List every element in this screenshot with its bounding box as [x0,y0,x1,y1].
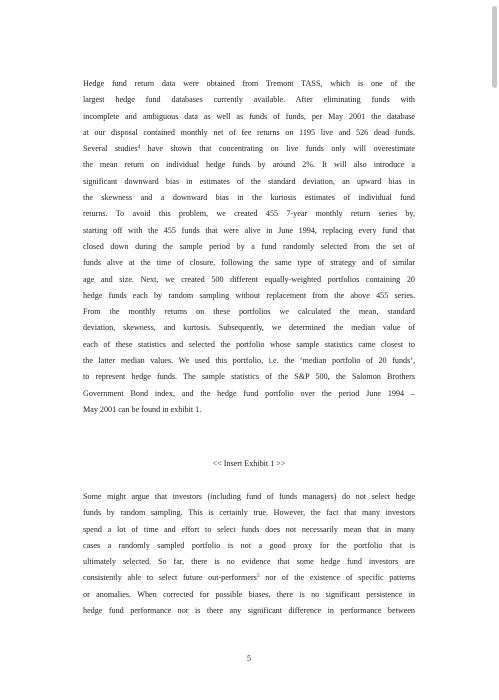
text-line: hedge fund performance nor is there any significant difference in performance between [83,606,415,616]
paragraph-fund-selection [83,489,415,619]
text-segment: Several studies [83,144,138,154]
text-line: largest hedge fund databases currently available. After eliminating funds with [83,95,415,105]
scrollbar-thumb[interactable] [492,6,497,88]
text-line: the mean return on individual hedge funds by around 2%. It will also introduce a [83,160,415,170]
text-segment: consistently able to select future out-performers [83,573,257,583]
text-line: returns. To avoid this problem, we created 455 7-year monthly return series by, [83,209,415,219]
text-line: at our disposal contained monthly net of fee returns on 1195 live and 526 dead funds. [83,127,415,137]
text-line-with-footnote [83,570,415,586]
text-line: significant downward bias in estimates of the standard deviation, an upward bias in [83,176,415,186]
text-line: hedge funds each by random sampling without replacement from the above 455 series. [83,290,415,300]
text-line: May 2001 can be found in exhibit 1. [83,404,202,414]
text-segment: nor of the existence of specific patterns [259,573,415,583]
text-line: spend a lot of time and effort to select funds does not necessarily mean that in many [83,524,415,534]
page-number: 5 [246,654,252,663]
text-line: incomplete and ambiguous data as well as funds of funds, per May 2001 the database [83,111,415,121]
text-line: the skewness and a downward bias in the kurtosis estimates of individual fund [83,193,415,203]
text-line: cases a randomly sampled portfolio is not a good proxy for the portfolio that is [83,540,415,550]
text-line: From the monthly returns on these portfolios we calculated the mean, standard [83,307,415,317]
text-line: funds by random sampling. This is certainly true. However, the fact that many investors [83,508,415,518]
text-line-with-footnote [83,141,415,157]
text-line: or anomalies. When corrected for possible biases, there is no significant persistence in [83,589,415,599]
text-line: deviation, skewness, and kurtosis. Subsequently, we determined the median value of [83,323,415,333]
text-line: closed down during the sample period by a fund randomly selected from the set of [83,241,415,251]
text-line: the latter median values. We used this portfolio, i.e. the ‘median portfolio of 20 funds’, [83,356,415,366]
text-line: each of these statistics and selected the portfolio whose sample statistics came closest to [83,339,415,349]
text-line: starting off with the 455 funds that were alive in June 1994, replacing every fund that [83,225,415,235]
text-line: funds alive at the time of closure, following the same type of strategy and of similar [83,258,415,268]
text-line: Government Bond index, and the hedge fund portfolio over the period June 1994 – [83,388,415,398]
text-line: Hedge fund return data were obtained from Tremont TASS, which is one of the [83,79,415,88]
footnote-marker: 5 [256,573,260,580]
vertical-scrollbar[interactable] [490,0,499,700]
text-line: to represent hedge funds. The sample statistics of the S&P 500, the Salomon Brothers [83,372,415,382]
footnote-marker: 4 [137,144,141,151]
text-segment: have shown that concentrating on live funds only will overestimate [140,144,415,154]
text-line: ultimately selected. So far, there is no evidence that some hedge fund investors are [83,557,415,567]
paragraph-data-sources [83,76,415,418]
text-line: Some might argue that investors (including fund of funds managers) do not select hedge [83,492,415,501]
insert-exhibit-note: << Insert Exhibit 1 >> [212,459,286,468]
text-line: age and size. Next, we created 500 different equally-weighted portfolios containing 20 [83,274,415,284]
